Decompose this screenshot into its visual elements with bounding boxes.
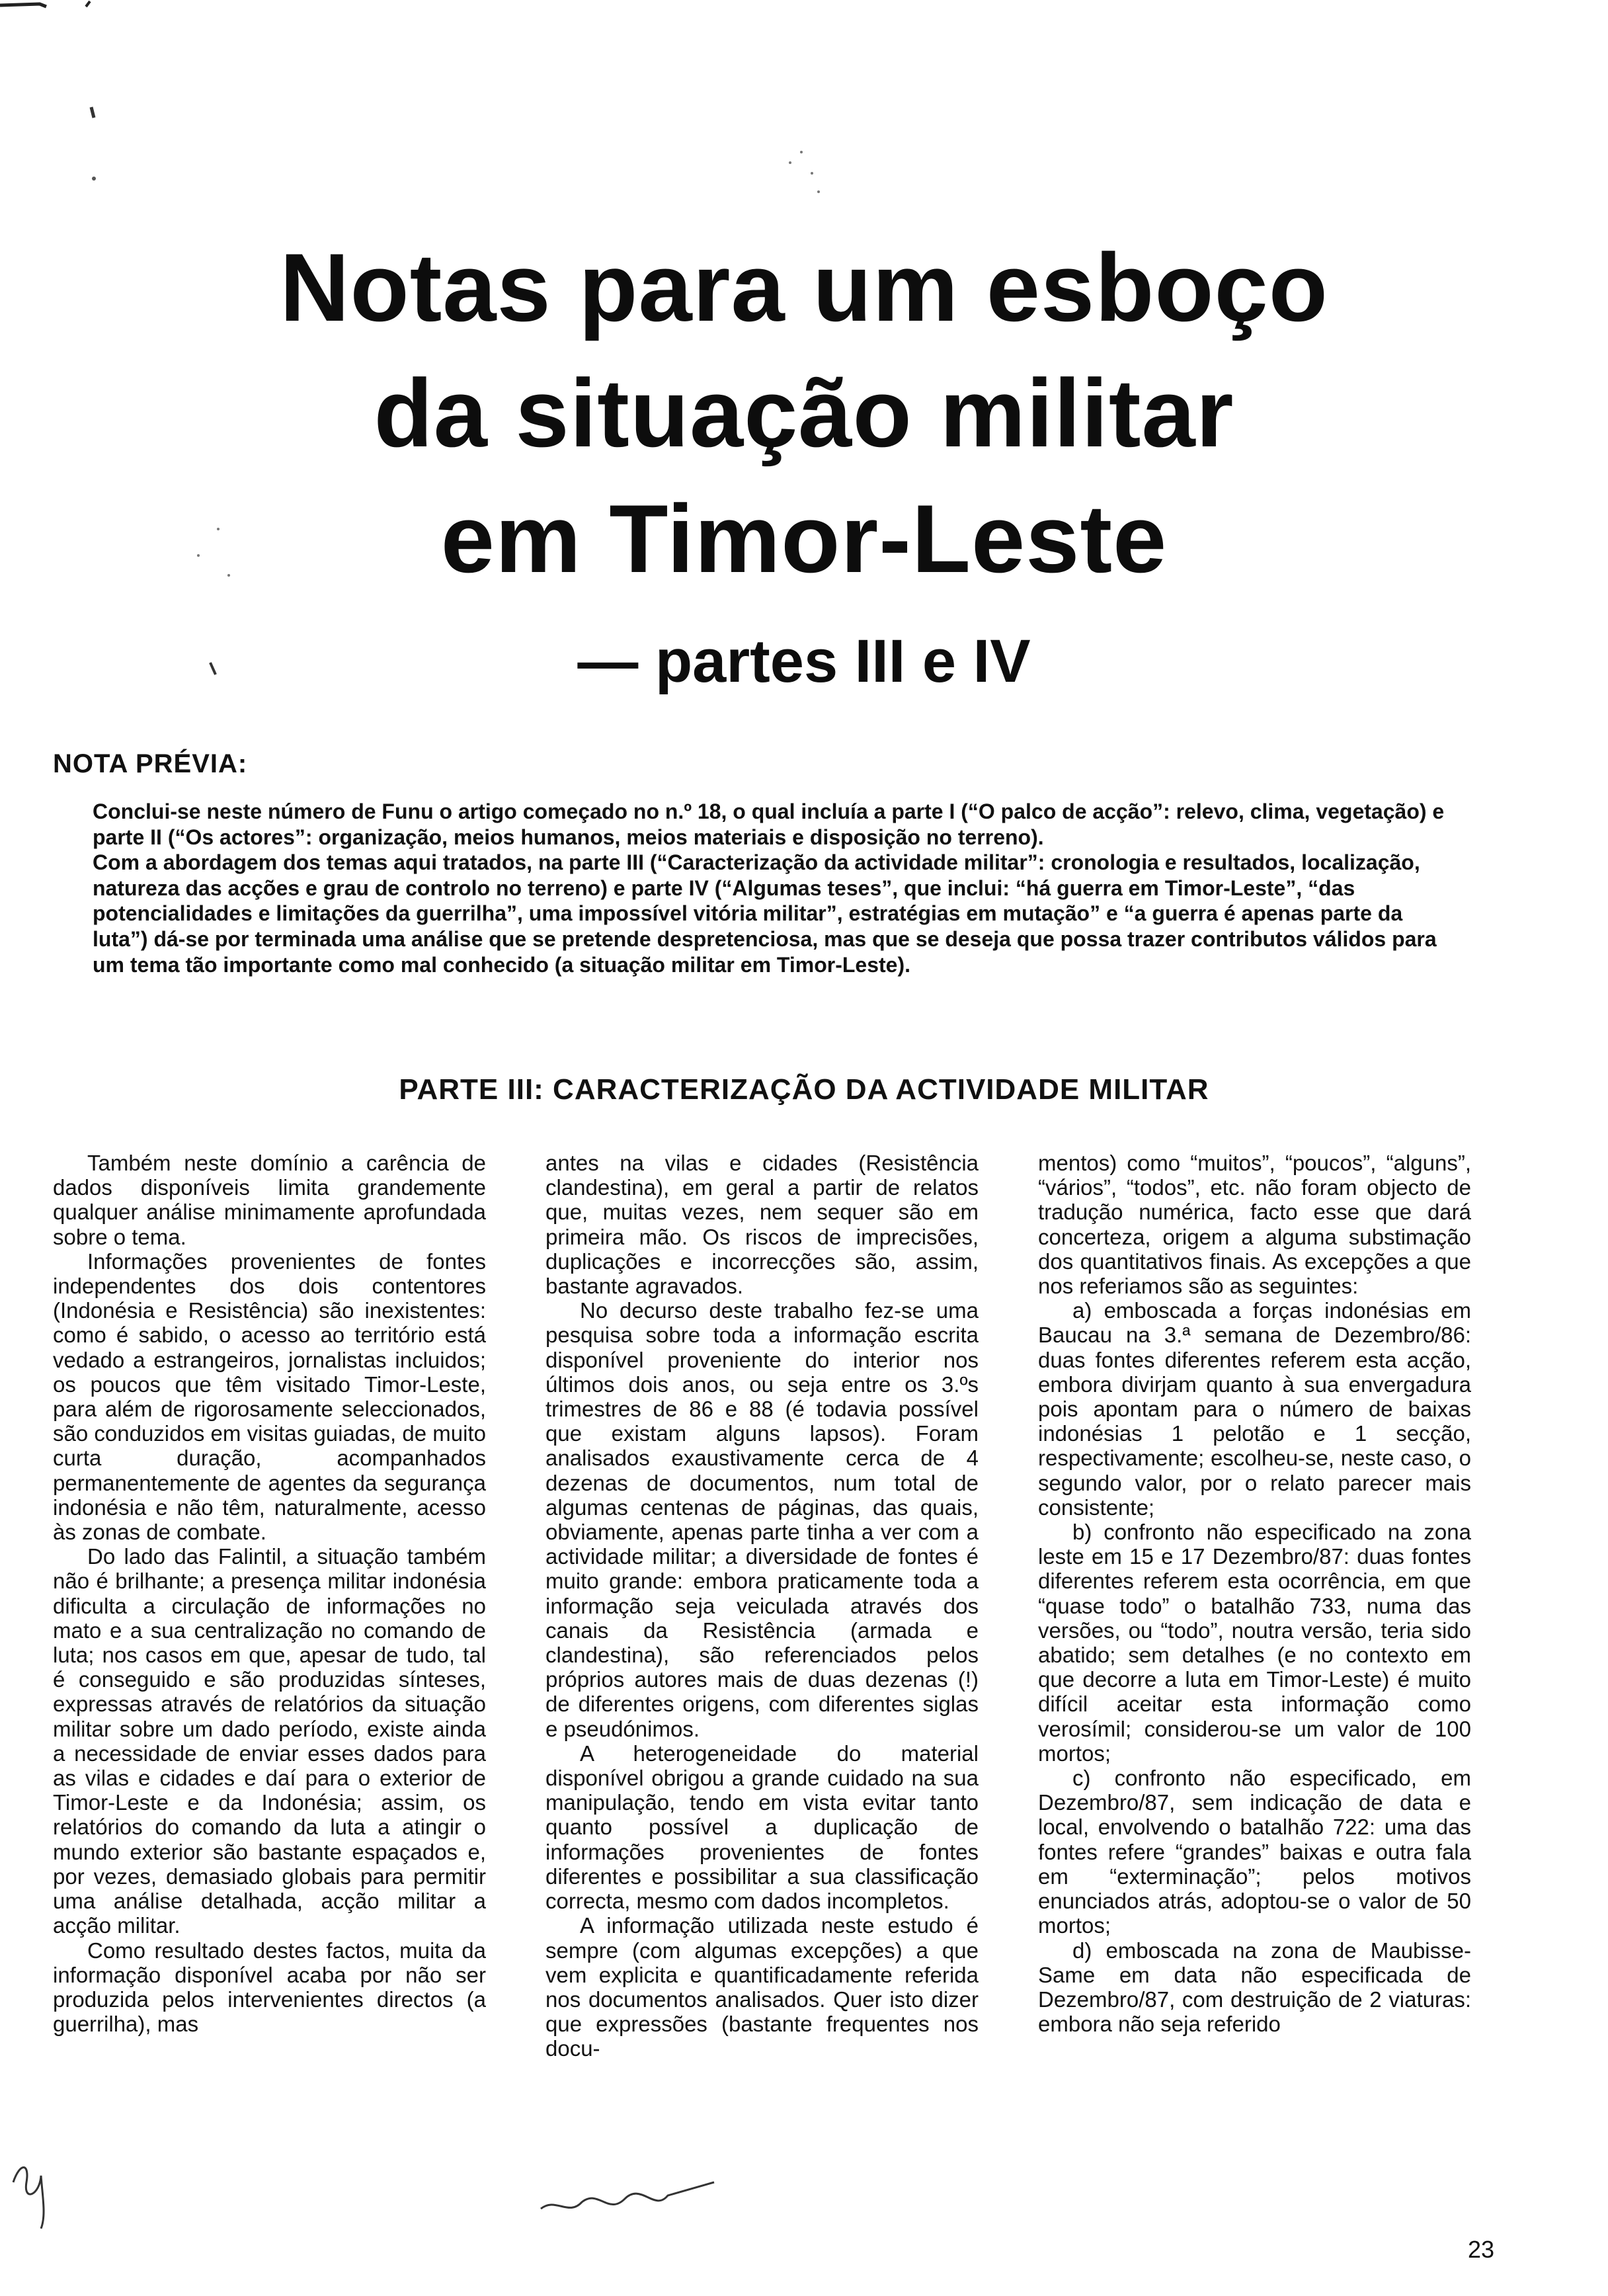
corner-scan-tick <box>86 1 90 7</box>
scan-speck <box>91 107 94 118</box>
article-title-line: da situação militar <box>374 359 1234 467</box>
nota-previa-label: NOTA PRÉVIA: <box>53 749 248 778</box>
scan-speck <box>92 177 96 181</box>
section-heading: PARTE III: CARACTERIZAÇÃO DA ACTIVIDADE MILITAR <box>399 1073 1209 1106</box>
nota-previa-text <box>93 799 1451 977</box>
handwritten-scribble <box>541 2182 714 2209</box>
body-paragraph: b) confronto não especificado na zona leste em 15 e 17 Dezembro/87: duas fontes diferentes referem esta ocorrência, em que “quase todo” o batalhão 733, numa das versões, ou “todo”, noutra versão, teria sido abatido; sem detalhes (e no contexto em que decorre a luta em Timor-Leste) é muito difícil aceitar esta informação como verosímil; considerou-se um valor de 100 mortos; <box>1038 1520 1471 1766</box>
body-paragraph: Informações provenientes de fontes independentes dos dois contentores (Indonésia e Resistência) são inexistentes: como é sabido, o acesso ao território está vedado a estrangeiros, jornalistas incluidos; os poucos que têm visitado Timor-Leste, para além de rigorosamente seleccionados, são conduzidos em visitas guiadas, de muito curta duração, acompanhados permanentemente de agentes da segurança indonésia e não têm, naturalmente, acesso às zonas de combate. <box>53 1249 486 1545</box>
text-column-2 <box>545 1151 979 2061</box>
margin-scribble <box>13 2168 44 2229</box>
body-paragraph: A informação utilizada neste estudo é sempre (com algumas excepções) a que vem explicita e quantificadamente referida nos documentos analisados. Quer isto dizer que expressões (bastante frequentes nos docu- <box>545 1913 979 2061</box>
nota-paragraph: Conclui-se neste número de Funu o artigo começado no n.º 18, o qual incluía a parte I (“O palco de acção”: relevo, clima, vegetação) e parte II (“Os actores”: organização, meios humanos, meios materiais e disposição no terreno). <box>93 800 1445 849</box>
body-paragraph: c) confronto não especificado, em Dezembro/87, sem indicação de data e local, envolvendo o batalhão 722: uma das fontes refere “grandes” baixas e outra fala em “exterminação”; pelos motivos enunciados atrás, adoptou-se o valor de 50 mortos; <box>1038 1766 1471 1938</box>
article-title <box>132 225 1476 602</box>
nota-paragraph: Com a abordagem dos temas aqui tratados, na parte III (“Caracterização da actividade militar”: cronologia e resultados, localização, natureza das acções e grau de controlo no terreno) e parte IV (“Algumas teses”, que inclui: “há guerra em Timor-Leste”, “das potencialidades e limitações da guerrilha”, uma impossível vitória militar”, estratégias em mutação” e “a guerra é apenas parte da luta”) dá-se por terminada uma análise que se pretende despretenciosa, mas que se deseja que possa trazer contributos válidos para um tema tão importante como mal conhecido (a situação militar em Timor-Leste). <box>93 850 1437 977</box>
scan-speck <box>789 161 791 164</box>
scan-speck <box>811 172 813 175</box>
article-title-line: em Timor-Leste <box>440 485 1168 593</box>
scan-speck <box>817 190 820 193</box>
text-column-3 <box>1038 1151 1471 2036</box>
body-paragraph: Como resultado destes factos, muita da informação disponível acaba por não ser produzida pelos intervenientes directos (a guerrilha), mas <box>53 1938 486 2037</box>
body-paragraph: Do lado das Falintil, a situação também não é brilhante; a presença militar indonésia dificulta a circulação de informações no mato e a sua centralização no comando de luta; nos casos em que, apesar de tudo, tal é conseguido e são produzidas sínteses, expressas através de relatórios da situação militar sobre um dado período, existe ainda a necessidade de enviar esses dados para as vilas e cidades e daí para o exterior de Timor-Leste e da Indonésia; assim, os relatórios do comando da luta a atingir o mundo exterior são bastante espaçados e, por vezes, demasiado globais para permitir uma análise detalhada, acção militar a acção militar. <box>53 1544 486 1938</box>
article-subtitle: — partes III e IV <box>577 628 1031 695</box>
body-paragraph: antes na vilas e cidades (Resistência clandestina), em geral a partir de relatos que, muitas vezes, nem sequer são em primeira mão. Os riscos de imprecisões, duplicações e incorrecções são, assim, bastante agravados. <box>545 1151 979 1299</box>
article-title-line: Notas para um esboço <box>280 233 1328 341</box>
body-paragraph: A heterogeneidade do material disponível obrigou a grande cuidado na sua manipulação, tendo em vista evitar tanto quanto possível a duplicação de informações provenientes de fontes diferentes e possibilitar a sua classificação correcta, mesmo com dados incompletos. <box>545 1741 979 1914</box>
body-paragraph: No decurso deste trabalho fez-se uma pesquisa sobre toda a informação escrita disponível proveniente do interior nos últimos dois anos, ou seja entre os 3.ºs trimestres de 86 e 88 (é todavia possível que existam alguns lapsos). Foram analisados exaustivamente cerca de 4 dezenas de documentos, num total de algumas centenas de páginas, das quais, obviamente, apenas parte tinha a ver com a actividade militar; a diversidade de fontes é muito grande: embora praticamente toda a informação seja veiculada através dos canais da Resistência (armada e clandestina), são referenciados pelos próprios autores mais de duas dezenas (!) de diferentes origens, com diferentes siglas e pseudónimos. <box>545 1298 979 1741</box>
body-paragraph: a) emboscada a forças indonésias em Baucau na 3.ª semana de Dezembro/86: duas fontes diferentes referem esta acção, embora divirjam quanto à sua envergadura pois apontam para o número de baixas indonésias 1 pelotão e 1 secção, respectivamente; escolheu-se, neste caso, o segundo valor, por o relato parecer mais consistente; <box>1038 1298 1471 1520</box>
scan-speck <box>800 151 803 153</box>
body-paragraph: mentos) como “muitos”, “poucos”, “alguns”, “vários”, “todos”, etc. não foram objecto de tradução numérica, facto esse que dará concerteza, origem a alguma substimação dos quantitativos finais. As excepções a que nos referiamos são as seguintes: <box>1038 1151 1471 1299</box>
corner-scan-mark <box>0 4 46 7</box>
page-number: 23 <box>1467 2236 1494 2263</box>
body-paragraph: d) emboscada na zona de Maubisse-Same em data não especificada de Dezembro/87, com destruição de 2 viaturas: embora não seja referido <box>1038 1938 1471 2037</box>
text-column-1 <box>53 1151 486 2036</box>
body-paragraph: Também neste domínio a carência de dados disponíveis limita grandemente qualquer análise minimamente aprofundada sobre o tema. <box>53 1151 486 1249</box>
